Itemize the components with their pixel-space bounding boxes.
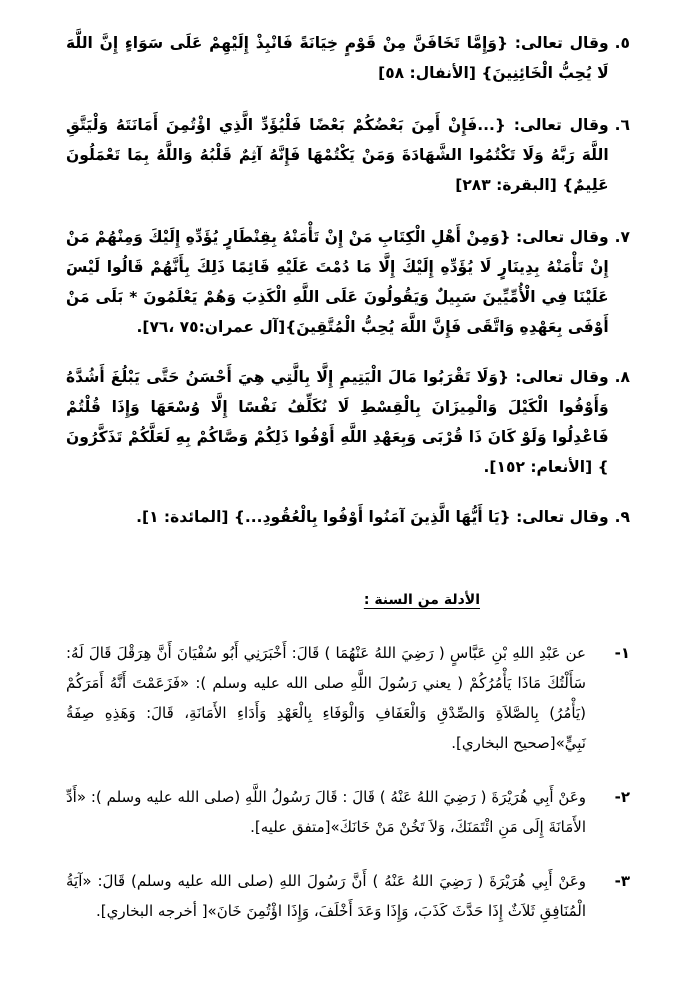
item-number: ٢- bbox=[614, 788, 630, 806]
hadith-item bbox=[66, 866, 630, 926]
item-number: ٨. bbox=[614, 368, 630, 386]
item-number: ٧. bbox=[614, 228, 630, 246]
item-text: عن عَبْدِ اللهِ بْنِ عَبَّاسٍ ( رَضِيَ اللهُ عَنْهُمَا ) قَالَ: أَخْبَرَنِي أَبُو سُفْيَانَ أَنَّ هِرَقْلَ قَالَ لَهُ: سَأَلْتُكَ مَاذَا يَأْمُرُكُمْ ( يعني رَسُولَ اللَّهِ صلى الله عليه وسلم ): «فَزَعَمْتَ أَنَّهُ أَمَرَكُمْ (يَأْمُرُ) بِالصَّلاَةِ وَالصِّدْقِ وَالْعَفَافِ وَالْوَفَاءِ بِالْعَهْدِ وَأَدَاءِ الأَمَانَةِ، قَالَ: وَهَذِهِ صِفَةُ نَبِيٍّ»[صحيح البخاري]. bbox=[66, 644, 586, 752]
item-text: وعَنْ أَبِي هُرَيْرَةَ ( رَضِيَ اللهُ عَنْهُ ) أَنَّ رَسُولَ اللهِ (صلى الله عليه وسلم) قَالَ: «آيَةُ الْمُنَافِقِ ثَلاَثٌ إِذَا حَدَّثَ كَذَبَ، وَإِذَا وَعَدَ أَخْلَفَ، وَإِذَا اؤْتُمِنَ خَانَ»[ أخرجه البخاري]. bbox=[66, 872, 586, 920]
item-number: ٦. bbox=[614, 116, 630, 134]
sunnah-heading: الأدلة من السنة : bbox=[363, 592, 480, 608]
quran-verse-item bbox=[66, 222, 630, 342]
item-text: وقال تعالى: {وَلَا تَقْرَبُوا مَالَ الْيَتِيمِ إِلَّا بِالَّتِي هِيَ أَحْسَنُ حَتَّى يَبْلُغَ أَشُدَّهُ وَأَوْفُوا الْكَيْلَ وَالْمِيزَانَ بِالْقِسْطِ لَا نُكَلِّفُ نَفْسًا إِلَّا وُسْعَهَا وَإِذَا قُلْتُمْ فَاعْدِلُوا وَلَوْ كَانَ ذَا قُرْبَى وَبِعَهْدِ اللَّهِ أَوْفُوا ذَلِكُمْ وَصَّاكُمْ بِهِ لَعَلَّكُمْ تَذَكَّرُونَ } [الأنعام: ١٥٢]. bbox=[66, 368, 609, 476]
item-text: وقال تعالى: {يَا أَيُّهَا الَّذِينَ آمَنُوا أَوْفُوا بِالْعُقُودِ...} [المائدة: ١]. bbox=[136, 508, 609, 526]
quran-verse-item bbox=[66, 362, 630, 482]
quran-verse-item bbox=[66, 502, 630, 532]
section-heading bbox=[66, 588, 630, 612]
quran-verse-item bbox=[66, 110, 630, 200]
item-text: وعَنْ أَبِي هُرَيْرَةَ ( رَضِيَ اللهُ عَنْهُ ) قَالَ : قَالَ رَسُولُ اللَّهِ (صلى الله عليه وسلم ): «أَدِّ الأَمَانَةَ إِلَى مَنِ ائْتَمَنَكَ، وَلاَ تَخُنْ مَنْ خَانَكَ»[متفق عليه]. bbox=[66, 788, 586, 836]
item-text: وقال تعالى: {...فَإِنْ أَمِنَ بَعْضُكُمْ بَعْضًا فَلْيُؤَدِّ الَّذِي اؤْتُمِنَ أَمَانَتَهُ وَلْيَتَّقِ اللَّهَ رَبَّهُ وَلَا تَكْتُمُوا الشَّهَادَةَ وَمَنْ يَكْتُمْهَا فَإِنَّهُ آثِمٌ قَلْبُهُ وَاللَّهُ بِمَا تَعْمَلُونَ عَلِيمٌ} [البقرة: ٢٨٣] bbox=[66, 116, 609, 194]
quran-verse-item bbox=[66, 28, 630, 88]
hadith-item bbox=[66, 782, 630, 842]
item-number: ٥. bbox=[614, 34, 630, 52]
item-text: وقال تعالى: {وَمِنْ أَهْلِ الْكِتَابِ مَنْ إِنْ تَأْمَنْهُ بِقِنْطَارٍ يُؤَدِّهِ إِلَيْكَ وَمِنْهُمْ مَنْ إِنْ تَأْمَنْهُ بِدِينَارٍ لَا يُؤَدِّهِ إِلَيْكَ إِلَّا مَا دُمْتَ عَلَيْهِ قَائِمًا ذَلِكَ بِأَنَّهُمْ قَالُوا لَيْسَ عَلَيْنَا فِي الْأُمِّيِّينَ سَبِيلٌ وَيَقُولُونَ عَلَى اللَّهِ الْكَذِبَ وَهُمْ يَعْلَمُونَ * بَلَى مَنْ أَوْفَى بِعَهْدِهِ وَاتَّقَى فَإِنَّ اللَّهَ يُحِبُّ الْمُتَّقِينَ}[آل عمران:٧٥ ،٧٦]. bbox=[66, 228, 609, 336]
item-number: ٩. bbox=[614, 508, 630, 526]
item-number: ٣- bbox=[614, 872, 630, 890]
item-text: وقال تعالى: {وَإِمَّا تَخَافَنَّ مِنْ قَوْمٍ خِيَانَةً فَانْبِذْ إِلَيْهِمْ عَلَى سَوَاءٍ إِنَّ اللَّهَ لَا يُحِبُّ الْخَائِنِينَ} [الأنفال: ٥٨] bbox=[66, 34, 609, 82]
item-number: ١- bbox=[614, 644, 630, 662]
hadith-item bbox=[66, 638, 630, 758]
